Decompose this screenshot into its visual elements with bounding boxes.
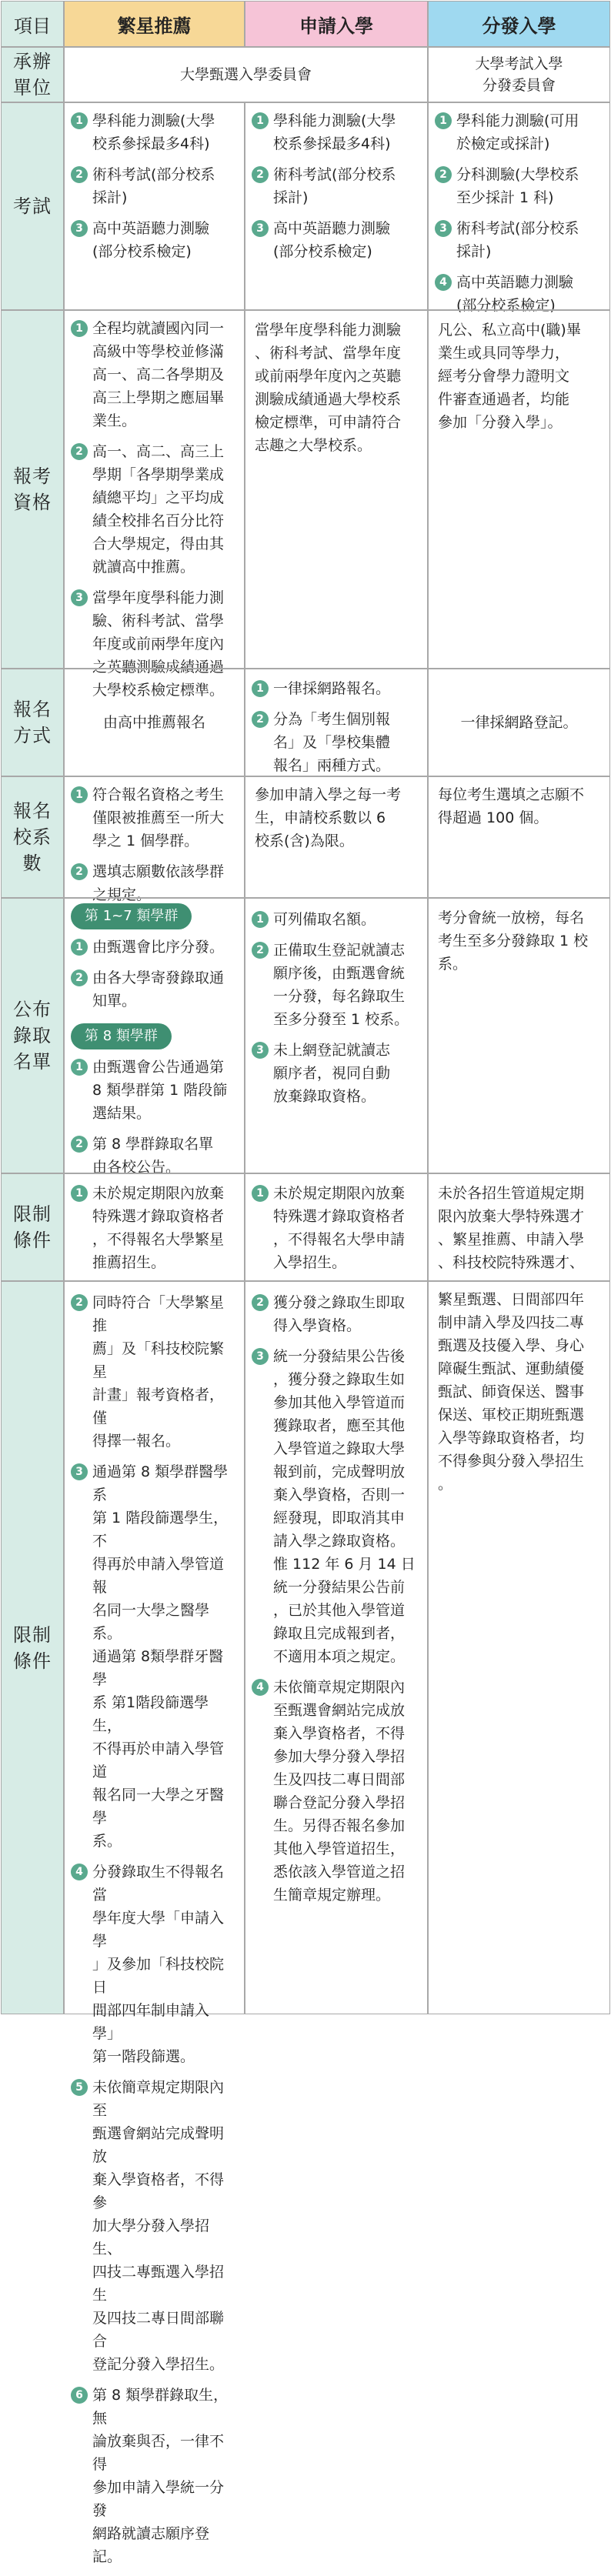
number-badge-icon: 1 (71, 1059, 88, 1076)
row-label-organizer (2, 48, 63, 102)
number-badge-icon: 2 (71, 1136, 88, 1153)
grid-line (2, 102, 609, 103)
choices-col1 (65, 779, 244, 914)
item-text: 未上網登記就讀志 願序者，視同自動 放棄錄取資格。 (273, 1042, 391, 1105)
item-text: 高一、高二、高三上 學期「各學期學業成 績總平均」之平均成 績全校排名百分比符 合大學規定，得由其 就讀高中推薦。 (92, 443, 225, 576)
list-item (71, 783, 238, 853)
organizer-col3: 大學考試入學 分發委員會 (475, 55, 563, 94)
number-badge-icon: 1 (435, 112, 452, 129)
item-text: 學科能力測驗(大學 校系參採最多4科) (92, 112, 215, 152)
item-text: 術科考試(部分校系 採計) (456, 220, 579, 260)
label-text: 報名 校系 數 (13, 800, 52, 874)
list-item (252, 217, 421, 263)
list-item (252, 1291, 421, 1337)
number-badge-icon: 3 (71, 220, 88, 237)
number-badge-icon: 4 (252, 1679, 269, 1696)
label-text: 限制 條件 (13, 1203, 52, 1251)
item-text: 學科能力測驗(大學 校系參採最多4科) (273, 112, 396, 152)
item-text: 高中英語聽力測驗 (部分校系檢定) (273, 220, 391, 260)
eligibility-col2: 當學年度學科能力測驗 、術科考試、當學年度 或前兩學年度內之英聽 測驗成績通過大學校系 檢定標準，可申請符合 志趣之大學校系。 (255, 322, 402, 454)
number-badge-icon: 3 (435, 220, 452, 237)
number-badge-icon: 2 (71, 1294, 88, 1311)
number-badge-icon: 2 (435, 166, 452, 183)
list-item (252, 1182, 421, 1274)
list-item (71, 317, 238, 432)
admission-col2 (245, 903, 427, 1116)
list-item (71, 966, 238, 1013)
number-badge-icon: 3 (252, 1348, 269, 1365)
item-text: 第 8 類學群錄取生，無 論放棄與否，一律不得 參加申請入學統一分發 網路就讀志願序登記。 (92, 2387, 229, 2565)
list-item (71, 109, 238, 155)
item-text: 通過第 8 類學群醫學系 第 1 階段篩選學生，不 得再於申請入學管道報 名同一大學之醫學系。 通過第 8類學群牙醫學 系 第1階段篩選學生， 不得再於申請入學管道 報名同一大學之牙醫學 系。 (92, 1463, 229, 1850)
item-text: 術科考試(部分校系 採計) (92, 166, 215, 206)
list-item (71, 2384, 238, 2568)
list-item (252, 109, 421, 155)
number-badge-icon: 2 (71, 166, 88, 183)
label-text: 考試 (13, 195, 52, 217)
item-text: 當學年度學科能力測 驗、術科考試、當學 年度或前兩學年度內 之英聽測驗成績通過 大學校系檢定標準。 (92, 589, 225, 699)
number-badge-icon: 3 (252, 1042, 269, 1059)
row-label-limit (2, 1174, 63, 1280)
label-text: 公布 錄取 名單 (13, 999, 52, 1073)
list-item (71, 1182, 238, 1274)
number-badge-icon: 2 (252, 166, 269, 183)
item-text: 第 8 學群錄取名單 由各校公告。 (92, 1136, 214, 1176)
grid-line (2, 309, 609, 311)
list-item (252, 677, 421, 700)
eligibility-col3: 凡公、私立高中(職)畢 業生或具同等學力， 經考分會學力證明文 件審查通過者，均能 參加「分發入學」。 (438, 322, 581, 431)
method-col2 (245, 672, 427, 785)
item-text: 符合報名資格之考生 僅限被推薦至一所大 學之 1 個學群。 (92, 786, 225, 849)
list-item (252, 708, 421, 777)
list-item (71, 163, 238, 209)
number-badge-icon: 4 (435, 274, 452, 291)
list-item (71, 1460, 238, 1853)
list-item (71, 936, 238, 959)
number-badge-icon: 1 (71, 112, 88, 129)
header-col-distribute: 分發入學 (429, 2, 609, 46)
method-col1: 由高中推薦報名 (102, 714, 205, 731)
list-item (71, 1860, 238, 2068)
list-item (252, 1676, 421, 1907)
number-badge-icon: 2 (252, 711, 269, 728)
item-text: 術科考試(部分校系 採計) (273, 166, 396, 206)
item-text: 未於規定期限內放棄 特殊選才錄取資格者 ，不得報名大學申請 入學招生。 (273, 1185, 406, 1271)
number-badge-icon: 1 (252, 112, 269, 129)
grid-line (2, 897, 609, 899)
exam-col1 (65, 105, 244, 271)
limit1-col3: 未於各招生管道規定期 限內放棄大學特殊選才 、繁星推薦、申請入學 、科技校院特殊選才、 (438, 1185, 585, 1271)
item-text: 全程均就讀國內同一 高級中等學校並修滿 高一、高二各學期及 高三上學期之應屆畢 業生。 (92, 320, 225, 429)
group-tag-1-7: 第 1~7 類學群 (71, 903, 192, 929)
header-col-star: 繁星推薦 (65, 2, 244, 46)
method-col3: 一律採網路登記。 (460, 714, 578, 731)
number-badge-icon: 2 (71, 969, 88, 986)
label-text: 報考 資格 (13, 465, 52, 513)
item-text: 可列備取名額。 (273, 911, 376, 928)
row-label-choices (2, 777, 63, 897)
list-item (252, 939, 421, 1031)
number-badge-icon: 1 (71, 1185, 88, 1202)
item-text: 統一分發結果公告後 ，獲分發之錄取生如 參加其他入學管道而 獲錄取者，應至其他 入學管道之錄取大學 報到前，完成聲明放 棄入學資格，否則一 經發現，即取消其申 請入學之錄取資格。 惟 112 年 6 月 14 日 統一分發結果公告前 ，已於其他入學管道 錄取且完成報到者， 不適用本項之規定。 (273, 1348, 416, 1665)
item-text: 分科測驗(大學校系 至少採計 1 科) (456, 166, 579, 206)
list-item (71, 1133, 238, 1179)
label-text: 承辦 單位 (13, 51, 52, 98)
header-col-apply: 申請入學 (245, 2, 427, 46)
number-badge-icon: 2 (71, 443, 88, 460)
label-text: 報名 方式 (13, 699, 52, 746)
admission-col1 (65, 900, 244, 1186)
number-badge-icon: 3 (252, 220, 269, 237)
exam-col2 (245, 105, 427, 271)
exam-col3 (429, 105, 609, 325)
limit2-col2 (245, 1286, 427, 1914)
row-label-admission (2, 899, 63, 1173)
comparison-table (1, 1, 610, 2565)
choices-col3: 每位考生選填之志願不 得超過 100 個。 (438, 786, 585, 826)
group-tag-8: 第 8 類學群 (71, 1023, 172, 1049)
item-text: 分為「考生個別報 名」及「學校集體 報名」兩種方式。 (273, 711, 391, 774)
number-badge-icon: 4 (71, 1864, 88, 1880)
number-badge-icon: 5 (71, 2079, 88, 2096)
eligibility-col1 (65, 312, 244, 709)
number-badge-icon: 1 (71, 939, 88, 956)
list-item (71, 1291, 238, 1453)
admission-col1-b (71, 1056, 238, 1179)
list-item (252, 163, 421, 209)
number-badge-icon: 2 (252, 1294, 269, 1311)
list-item (252, 1039, 421, 1108)
row-label-method (2, 669, 63, 776)
number-badge-icon: 1 (252, 1185, 269, 1202)
list-item (71, 1056, 238, 1125)
item-text: 分發錄取生不得報名當 學年度大學「申請入學 」及參加「科技校院日 間部四年制申請入學」 第一階段篩選。 (92, 1864, 225, 2065)
choices-col2: 參加申請入學之每一考 生，申請校系數以 6 校系(含)為限。 (255, 786, 402, 849)
number-badge-icon: 1 (252, 680, 269, 697)
list-item (71, 2076, 238, 2376)
list-item (252, 908, 421, 931)
limit2-col3: 繁星甄選、日間部四年 制申請入學及四技二專 甄選及技優入學、身心 障礙生甄試、運動績優 甄試、師資保送、醫事 保送、軍校正期班甄選 入學等錄取資格者，均 不得參與分發入學招生 。 (438, 1291, 585, 1493)
number-badge-icon: 1 (71, 320, 88, 337)
item-text: 由甄選會比序分發。 (92, 939, 225, 956)
list-item (71, 440, 238, 579)
list-item (252, 1345, 421, 1668)
row-label-limit-continued (2, 1282, 63, 2014)
header-item-label: 項目 (2, 2, 63, 46)
number-badge-icon: 3 (71, 589, 88, 606)
organizer-merged: 大學甄選入學委員會 (65, 48, 427, 102)
item-text: 選填志願數依該學群 之規定。 (92, 863, 225, 903)
limit1-col1 (65, 1177, 244, 1282)
item-text: 一律採網路報名。 (273, 680, 391, 697)
number-badge-icon: 3 (71, 1463, 88, 1480)
list-item (435, 217, 603, 263)
item-text: 高中英語聽力測驗 (部分校系檢定) (456, 274, 574, 314)
number-badge-icon: 2 (71, 863, 88, 880)
row-label-eligibility (2, 311, 63, 668)
item-text: 由各大學寄發錄取通 知單。 (92, 969, 225, 1009)
number-badge-icon: 1 (252, 911, 269, 928)
item-text: 未於規定期限內放棄 特殊選才錄取資格者 ，不得報名大學繁星 推薦招生。 (92, 1185, 225, 1271)
label-text: 限制 條件 (13, 1623, 52, 1672)
limit1-col2 (245, 1177, 427, 1282)
list-item (435, 109, 603, 155)
item-text: 高中英語聽力測驗 (部分校系檢定) (92, 220, 210, 260)
item-text: 由甄選會公告通過第 8 類學群第 1 階段篩 選結果。 (92, 1059, 228, 1122)
admission-col3: 考分會統一放榜，每名 考生至多分發錄取 1 校 系。 (438, 909, 589, 973)
admission-col1-a (71, 936, 238, 1013)
number-badge-icon: 2 (252, 942, 269, 959)
row-label-exam (2, 103, 63, 309)
item-text: 正備取生登記就讀志 願序後，由甄選會統 一分發，每名錄取生 至多分發至 1 校系。 (273, 942, 409, 1028)
list-item (71, 860, 238, 906)
list-item (71, 217, 238, 263)
list-item (435, 163, 603, 209)
item-text: 同時符合「大學繁星推 薦」及「科技校院繁星 計畫」報考資格者，僅 得擇一報名。 (92, 1294, 225, 1450)
item-text: 未依簡章規定期限內 至甄選會網站完成放 棄入學資格者，不得 參加大學分發入學招 生及四技二專日間部 聯合登記分發入學招 生。另得否報名參加 其他入學管道招生， 悉依該入學管道之招 生簡章規定辦理。 (273, 1679, 406, 1904)
item-text: 未依簡章規定期限內至 甄選會網站完成聲明放 棄入學資格者，不得參 加大學分發入學招生、 四技二專甄選入學招生 及四技二專日間部聯合 登記分發入學招生。 (92, 2079, 225, 2373)
item-text: 獲分發之錄取生即取 得入學資格。 (273, 1294, 406, 1334)
number-badge-icon: 6 (71, 2387, 88, 2404)
grid-line (2, 1173, 609, 1174)
number-badge-icon: 1 (71, 786, 88, 803)
limit2-col1 (65, 1286, 244, 2576)
item-text: 學科能力測驗(可用 於檢定或採計) (456, 112, 579, 152)
